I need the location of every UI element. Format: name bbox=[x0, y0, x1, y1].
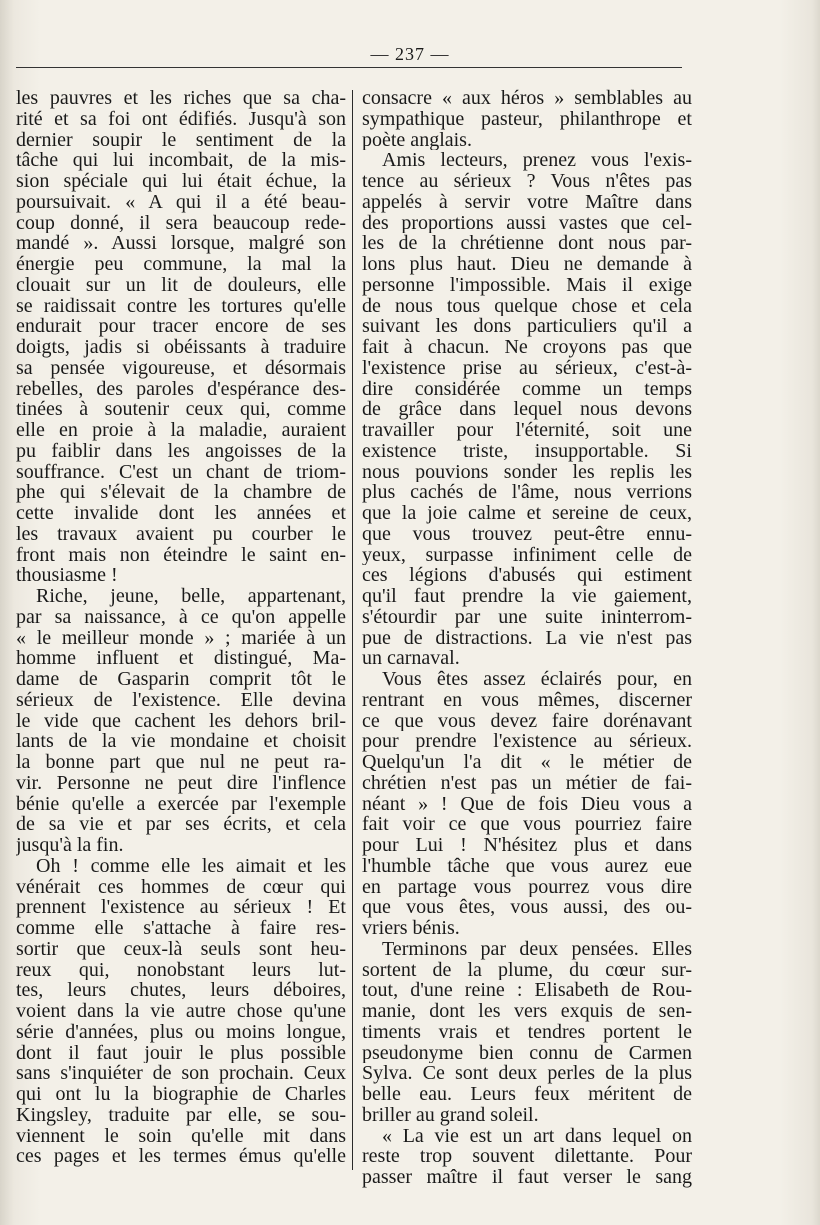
text-line: en partage vous pourrez vous dire bbox=[362, 876, 692, 898]
page-number: — 237 — bbox=[370, 44, 450, 64]
text-line: pseudonyme bien connu de Carmen bbox=[362, 1042, 692, 1064]
text-line: ces légions d'abusés qui estiment bbox=[362, 565, 692, 586]
text-line: Riche, jeune, belle, appartenant, bbox=[36, 586, 346, 607]
text-line: la bonne part que nul ne peut ra- bbox=[16, 752, 346, 773]
text-line: qu'il faut prendre la vie gaiement, bbox=[362, 586, 692, 607]
column-divider bbox=[352, 90, 353, 1170]
text-line: des proportions aussi vastes que cel- bbox=[362, 212, 692, 234]
text-line: vir. Personne ne peut dire l'inflence bbox=[16, 772, 346, 794]
text-line: que vous trouvez peut-être ennu- bbox=[362, 523, 692, 545]
text-line: les de la chrétienne dont nous par- bbox=[362, 233, 692, 254]
text-line: qui ont lu la biographie de Charles bbox=[16, 1084, 346, 1105]
text-line: poursuivait. « A qui il a été beau- bbox=[16, 191, 346, 213]
text-line: de nous tous quelque chose et cela bbox=[362, 295, 692, 317]
text-line: thousiasme ! bbox=[16, 565, 118, 586]
text-line: pour Lui ! N'hésitez plus et dans bbox=[362, 835, 692, 856]
text-line: briller au grand soleil. bbox=[362, 1104, 539, 1126]
text-line: cette invalide dont les années et bbox=[16, 503, 346, 524]
text-line: clouait sur un lit de douleurs, elle bbox=[16, 274, 346, 296]
text-line: Terminons par deux pensées. Elles bbox=[382, 938, 692, 960]
text-line: de sa vie et par ses écrits, et cela bbox=[16, 814, 346, 835]
text-line: les pauvres et les riches que sa cha- bbox=[16, 88, 346, 109]
text-line: existence triste, insupportable. Si bbox=[362, 440, 692, 462]
text-line: sortent de la plume, du cœur sur- bbox=[362, 959, 692, 981]
text-line: consacre « aux héros » semblables au bbox=[362, 88, 692, 109]
text-line: Oh ! comme elle les aimait et les bbox=[36, 855, 346, 877]
text-line: Amis lecteurs, prenez vous l'exis- bbox=[382, 150, 692, 171]
text-line: timents vrais et tendres portent le bbox=[362, 1021, 692, 1043]
text-line: phe qui s'élevait de la chambre de bbox=[16, 482, 346, 503]
text-line: appelés à servir votre Maître dans bbox=[362, 191, 692, 213]
text-line: tâche qui lui incombait, de la mis- bbox=[16, 150, 346, 171]
text-line: rentrant en vous mêmes, discerner bbox=[362, 689, 692, 711]
text-line: sympathique pasteur, philanthrope et bbox=[362, 108, 692, 130]
text-line: « La vie est un art dans lequel on bbox=[382, 1125, 692, 1147]
text-line: Vous êtes assez éclairés pour, en bbox=[382, 669, 692, 690]
text-line: yeux, surpasse infiniment celle de bbox=[362, 544, 692, 566]
text-line: comme elle s'attache à faire res- bbox=[16, 918, 346, 939]
text-line: les travaux avaient pu courber le bbox=[16, 523, 346, 545]
text-line: ces pages et les termes émus qu'elle bbox=[16, 1146, 346, 1167]
text-line: dame de Gasparin comprit tôt le bbox=[16, 669, 346, 690]
text-line: poète anglais. bbox=[362, 129, 472, 151]
text-line: le vide que cachent les dehors bril- bbox=[16, 710, 346, 732]
text-line: sortir que ceux-là seuls sont heu- bbox=[16, 938, 346, 960]
right-column bbox=[362, 88, 692, 1188]
text-line: voient dans la vie autre chose qu'une bbox=[16, 1001, 346, 1022]
text-line: Quelqu'un l'a dit « le métier de bbox=[362, 752, 692, 773]
text-line: que vous êtes, vous aussi, des ou- bbox=[362, 897, 692, 918]
text-line: « le meilleur monde » ; mariée à un bbox=[16, 627, 346, 649]
text-line: vriers bénis. bbox=[362, 918, 460, 939]
text-line: par sa naissance, à ce qu'on appelle bbox=[16, 606, 346, 628]
text-line: énergie peu commune, la mal la bbox=[16, 254, 346, 275]
header-rule bbox=[16, 67, 682, 68]
text-line: pour prendre l'existence au sérieux. bbox=[362, 731, 692, 752]
text-line: mandé ». Aussi lorsque, malgré son bbox=[16, 233, 346, 254]
text-line: manie, dont les vers exquis de sen- bbox=[362, 1001, 692, 1022]
text-line: sion spéciale qui lui était échue, la bbox=[16, 171, 346, 192]
text-line: ce que vous devez faire dorénavant bbox=[362, 710, 692, 732]
text-line: homme influent et distingué, Ma- bbox=[16, 648, 346, 669]
text-line: pue de distractions. La vie n'est pas bbox=[362, 627, 692, 649]
text-line: tes, leurs chutes, leurs déboires, bbox=[16, 980, 346, 1001]
text-line: de grâce dans lequel nous devons bbox=[362, 399, 692, 420]
text-line: néant » ! Que de fois Dieu vous a bbox=[362, 793, 692, 815]
text-line: tence au sérieux ? Vous n'êtes pas bbox=[362, 171, 692, 192]
text-line: sans s'inquiéter de son prochain. Ceux bbox=[16, 1063, 346, 1084]
text-line: l'humble tâche que vous aurez eue bbox=[362, 855, 692, 877]
text-line: se raidissait contre les tortures qu'elle bbox=[16, 295, 346, 317]
text-line: lons plus haut. Dieu ne demande à bbox=[362, 254, 692, 275]
text-line: personne l'impossible. Mais il exige bbox=[362, 274, 692, 296]
text-line: nous pouvions sonder les replis les bbox=[362, 461, 692, 483]
text-line: reux qui, nonobstant leurs lut- bbox=[16, 959, 346, 981]
text-line: série d'années, plus ou moins longue, bbox=[16, 1021, 346, 1043]
text-line: dont il faut jouir le plus possible bbox=[16, 1042, 346, 1064]
text-line: sérieux de l'existence. Elle devina bbox=[16, 689, 346, 711]
text-line: dernier soupir le sentiment de la bbox=[16, 129, 346, 151]
text-line: rebelles, des paroles d'espérance des- bbox=[16, 378, 346, 400]
text-line: prennent l'existence au sérieux ! Et bbox=[16, 897, 346, 918]
text-line: Kingsley, traduite par elle, se sou- bbox=[16, 1104, 346, 1126]
text-line: travailler pour l'éternité, soit une bbox=[362, 420, 692, 441]
text-line: passer maître il faut verser le sang bbox=[362, 1167, 692, 1188]
text-line: front mais non éteindre le saint en- bbox=[16, 544, 346, 566]
text-line: l'existence prise au sérieux, c'est-à- bbox=[362, 357, 692, 379]
text-line: rité et sa foi ont édifiés. Jusqu'à son bbox=[16, 108, 346, 130]
text-line: Sylva. Ce sont deux perles de la plus bbox=[362, 1063, 692, 1084]
text-line: tout, d'une reine : Elisabeth de Rou- bbox=[362, 980, 692, 1001]
text-line: dire considérée comme un temps bbox=[362, 378, 692, 400]
text-line: fait à chacun. Ne croyons pas que bbox=[362, 337, 692, 358]
text-line: s'étourdir par une suite ininterrom- bbox=[362, 606, 692, 628]
text-line: jusqu'à la fin. bbox=[16, 835, 124, 856]
text-line: endurait pour tracer encore de ses bbox=[16, 316, 346, 337]
text-line: un carnaval. bbox=[362, 648, 460, 669]
text-line: suivant les dons particuliers qu'il a bbox=[362, 316, 692, 337]
text-line: vénérait ces hommes de cœur qui bbox=[16, 876, 346, 898]
text-line: plus cachés de l'âme, nous verrions bbox=[362, 482, 692, 503]
text-line: bénie qu'elle a exercée par l'exemple bbox=[16, 793, 346, 815]
text-line: reste trop souvent dilettante. Pour bbox=[362, 1146, 692, 1167]
text-line: pu faiblir dans les angoisses de la bbox=[16, 440, 346, 462]
text-line: viennent le soin qu'elle mit dans bbox=[16, 1125, 346, 1147]
text-line: elle en proie à la maladie, auraient bbox=[16, 420, 346, 441]
text-line: souffrance. C'est un chant de triom- bbox=[16, 461, 346, 483]
text-line: chrétien n'est pas un métier de fai- bbox=[362, 772, 692, 794]
text-line: sa pensée vigoureuse, et désormais bbox=[16, 357, 346, 379]
text-line: coup donné, il sera beaucoup rede- bbox=[16, 212, 346, 234]
text-line: doigts, jadis si obéissants à traduire bbox=[16, 337, 346, 358]
text-line: tinées à soutenir ceux qui, comme bbox=[16, 399, 346, 420]
text-line: que la joie calme et sereine de ceux, bbox=[362, 503, 692, 524]
text-line: belle eau. Leurs feux méritent de bbox=[362, 1084, 692, 1105]
text-line: lants de la vie mondaine et choisit bbox=[16, 731, 346, 752]
text-line: fait voir ce que vous pourriez faire bbox=[362, 814, 692, 835]
left-column bbox=[16, 88, 346, 1167]
